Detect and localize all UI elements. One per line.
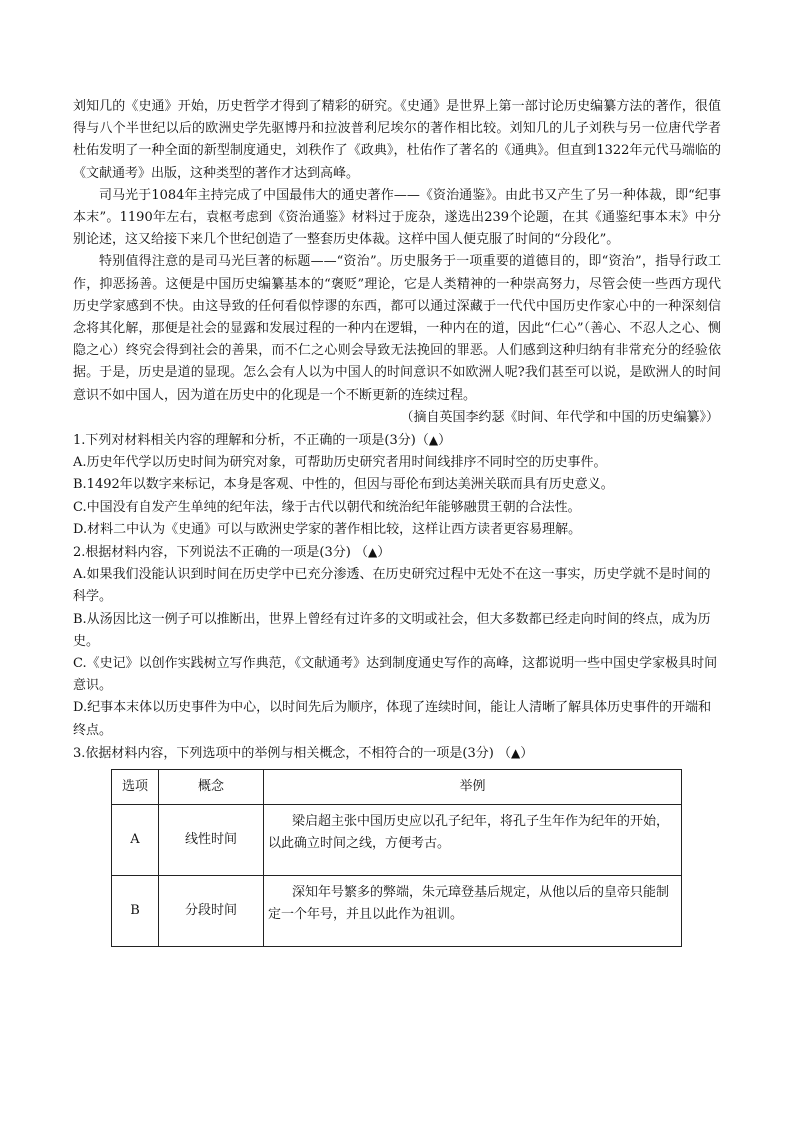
paragraph-1: 刘知几的《史通》开始，历史哲学才得到了精彩的研究。《史通》是世界上第一部讨论历史编纂方法的著作，很值得与八个半世纪以后的欧洲史学先驱博丹和拉波普利尼埃尔的著作相比较。刘知几的儿子刘秩与另一位唐代学者杜佑发明了一种全面的新型制度通史，刘秩作了《政典》，杜佑作了著名的《通典》。但直到1322年元代马端临的《文献通考》出版，这种类型的著作才达到高峰。	[73, 99, 721, 181]
option-a: A.如果我们没能认识到时间在历史学中已充分渗透、在历史研究过程中无处不在这一事实，历史学就不是时间的科学。	[73, 567, 711, 605]
header-example: 举例	[264, 770, 682, 805]
option-c: C.中国没有自发产生单纯的纪年法，缘于古代以朝代和统治纪年能够融贯王朝的合法性。	[73, 499, 581, 515]
header-option: 选项	[112, 770, 159, 805]
answer-blank-mark: ▲	[428, 433, 439, 448]
cell-option: B	[112, 876, 159, 947]
source-citation: （摘自英国李约瑟《时间、年代学和中国的历史编纂》）	[400, 409, 719, 425]
option-a: A.历史年代学以历史时间为研究对象，可帮助历史研究者用时间线排序不同时空的历史事件。	[73, 455, 607, 471]
table-header-row	[112, 770, 682, 805]
table-row	[112, 876, 682, 947]
cell-concept: 线性时间	[159, 805, 264, 876]
question-2	[73, 541, 721, 742]
answer-blank-mark: ▲	[367, 545, 378, 560]
question-stem: 1.下列对材料相关内容的理解和分析，不正确的一项是(3分)（▲）	[73, 433, 452, 449]
option-b: B.从汤因比这一例子可以推断出，世界上曾经有过许多的文明或社会，但大多数都已经走向时间的终点，成为历史。	[73, 611, 711, 649]
options-table	[111, 769, 682, 947]
answer-blank-mark: ▲	[510, 745, 521, 760]
cell-concept: 分段时间	[159, 876, 264, 947]
example-text: 梁启超主张中国历史应以孔子纪年，将孔子生年作为纪年的开始，以此确立时间之线，方便考古。	[268, 814, 670, 852]
cell-example	[264, 805, 682, 876]
cell-example	[264, 876, 682, 947]
example-text: 深知年号繁多的弊端，朱元璋登基后规定，从他以后的皇帝只能制定一个年号，并且以此作为祖训。	[268, 885, 670, 923]
paragraph-3: 特别值得注意的是司马光巨著的标题——“资治”。历史服务于一项重要的道德目的，即“资治”，指导行政工作，抑恶扬善。这便是中国历史编纂基本的“褒贬”理论，它是人类精神的一种崇高努力，尽管会使一些西方现代历史学家感到不快。由这导致的任何看似悖谬的东西，都可以通过深藏于一代代中国历史作家心中的一种深刻信念将其化解，那便是社会的显露和发展过程的一种内在逻辑，一种内在的道，因此“仁心”（善心、不忍人之心、恻隐之心）终究会得到社会的善果，而不仁之心则会导致无法挽回的罪恶。人们感到这种归纳有非常充分的经验依据。于是，历史是道的显现。怎么会有人以为中国人的时间意识不如欧洲人呢?我们甚至可以说，是欧洲人的时间意识不如中国人，因为道在历史中的化现是一个不断更新的连续过程。	[73, 254, 721, 403]
header-concept: 概念	[159, 770, 264, 805]
table-row	[112, 805, 682, 876]
question-1	[73, 429, 721, 541]
option-c: C.《史记》以创作实践树立写作典范，《文献通考》达到制度通史写作的高峰，这都说明一些中国史学家极具时间意识。	[73, 656, 718, 694]
cell-option: A	[112, 805, 159, 876]
question-stem: 3.依据材料内容，下列选项中的举例与相关概念，不相符合的一项是(3分) （▲）	[73, 745, 534, 761]
question-stem: 2.根据材料内容，下列说法不正确的一项是(3分) （▲）	[73, 545, 391, 561]
option-d: D.纪事本末体以历史事件为中心，以时间先后为顺序，体现了连续时间，能让人清晰了解具体历史事件的开端和终点。	[73, 700, 712, 738]
option-b: B.1492年以数字来标记，本身是客观、中性的，但因与哥伦布到达美洲关联而具有历史意义。	[73, 477, 614, 493]
document-page	[73, 96, 721, 947]
question-3	[73, 742, 721, 947]
option-d: D.材料二中认为《史通》可以与欧洲史学家的著作相比较，这样让西方读者更容易理解。	[73, 521, 582, 537]
paragraph-2: 司马光于1084年主持完成了中国最伟大的通史著作——《资治通鉴》。由此书又产生了另一种体裁，即“纪事本末”。1190年左右，袁枢考虑到《资治通鉴》材料过于庞杂，遂选出239个论题，在其《通鉴纪事本末》中分别论述，这又给接下来几个世纪创造了一整套历史体裁。这样中国人便克服了时间的“分段化”。	[73, 187, 721, 248]
